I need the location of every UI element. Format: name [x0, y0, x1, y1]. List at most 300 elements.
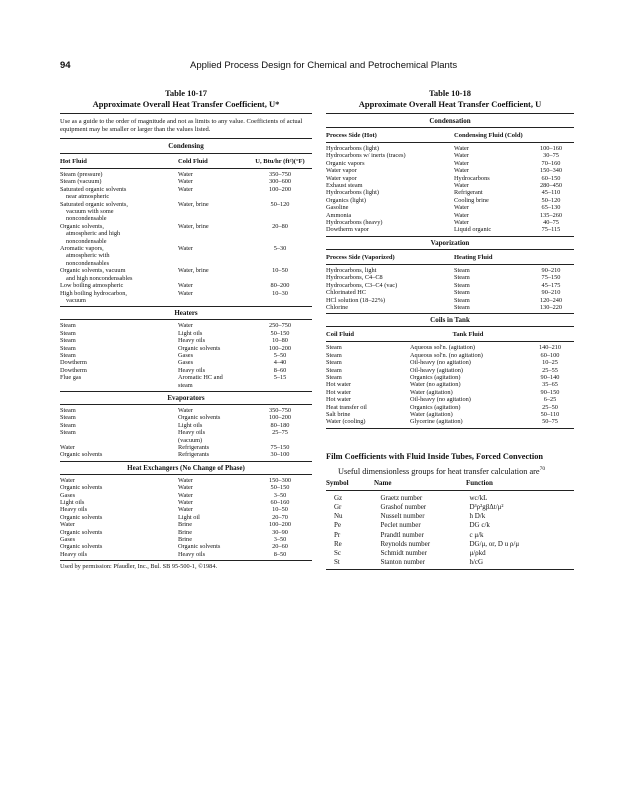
table-cell: 10–30	[272, 289, 288, 297]
table-cell: Liquid organic	[454, 226, 492, 234]
table-cell: Steam (vacuum)	[60, 178, 102, 186]
table-cell: 250–750	[268, 322, 292, 330]
table-row	[60, 382, 312, 389]
table-cell: Exhaust steam	[326, 182, 363, 190]
table-cell: Steam	[454, 303, 470, 311]
table-cell: 5–30	[273, 245, 287, 253]
section-heading: Vaporization	[430, 238, 470, 247]
vaporization-rows	[326, 267, 574, 311]
table-cell: Steam	[60, 429, 76, 437]
table-cell: Hydrocarbons (light)	[326, 145, 379, 152]
table-cell: 30–75	[543, 152, 559, 160]
table-cell: Water	[454, 152, 469, 160]
table-cell: Aqueous sol'n. (no agitation)	[410, 351, 483, 359]
condensing-rows	[60, 171, 312, 304]
table-cell: Hot water	[326, 381, 352, 389]
table-cell	[250, 208, 312, 215]
table-cell	[181, 260, 249, 267]
table-cell: 8–60	[273, 366, 287, 374]
table-row	[60, 223, 312, 230]
table-row	[326, 411, 574, 418]
table-cell: 80–180	[270, 421, 290, 429]
table-cell: Light oils	[178, 329, 203, 337]
table-row	[60, 290, 312, 297]
table-cell: 350–750	[268, 171, 292, 178]
symbol-row	[326, 531, 574, 540]
table-cell: Gases	[178, 359, 194, 367]
table-row	[60, 330, 312, 337]
condensation-rows	[326, 145, 574, 234]
table-cell: 8–50	[273, 550, 287, 558]
table-cell: 30–90	[272, 528, 288, 536]
table-cell: Flue gas	[60, 374, 82, 382]
section-heading: Heaters	[174, 309, 198, 318]
table-row	[60, 506, 312, 513]
coils-rows	[326, 344, 574, 425]
column-header: Cold Fluid	[178, 158, 208, 165]
table-cell: 40–75	[543, 219, 559, 227]
table-cell: Light oil	[178, 513, 200, 521]
table-row	[326, 344, 574, 351]
table-cell: 10–25	[542, 359, 558, 367]
table-cell: Steam	[326, 373, 342, 381]
table-row	[60, 484, 312, 491]
table-cell: 90–140	[540, 373, 560, 381]
table-row	[60, 230, 312, 237]
table-cell: Heavy oils	[178, 366, 206, 374]
table-cell: Steam	[454, 289, 470, 297]
paragraph: Useful dimensionless groups for heat transfer calculation are$^{70}$	[338, 465, 546, 476]
table-row	[60, 429, 312, 436]
table-row	[326, 289, 574, 296]
table-cell: 90–210	[541, 266, 561, 274]
table-cell: Hot water	[326, 396, 352, 404]
table-row	[60, 282, 312, 289]
table-cell: Hydrocarbons, light	[326, 266, 377, 274]
table-row	[60, 267, 312, 274]
table-note: Use as a guide to the order of magnitude and not as limits to any value. Coefficients of actual equipment may be smaller or larger than the values listed.	[60, 118, 303, 133]
table-cell: 70–160	[541, 159, 561, 167]
table-cell: Steam	[60, 322, 76, 330]
section-heading: Condensation	[429, 117, 471, 125]
table-row	[60, 437, 312, 444]
table-cell: Aromatic vapors,	[60, 245, 104, 253]
table-cell: Steam	[60, 406, 76, 414]
table-cell: Hydrocarbons (light)	[326, 189, 379, 197]
table-cell: 65–130	[541, 204, 561, 212]
table-cell: atmospheric and high	[66, 230, 121, 238]
table-cell: Water	[178, 282, 193, 290]
table-cell: Heavy oils	[60, 550, 88, 558]
table-cell: Saturated organic solvents	[60, 185, 127, 193]
table-cell: Water (agitation)	[410, 410, 453, 418]
table-cell: 100–160	[539, 145, 563, 152]
table-cell: Nu	[334, 512, 343, 521]
table-cell: Organic solvents, vacuum	[60, 267, 126, 275]
table-cell: Cooling brine	[454, 196, 489, 204]
table-cell: c μ/k	[469, 530, 484, 539]
table-row	[326, 219, 574, 226]
table-cell: Grashof number	[380, 502, 427, 511]
table-row	[326, 274, 574, 281]
table-cell: 50–110	[540, 410, 560, 418]
evaporators-rows	[60, 407, 312, 459]
table-cell: 130–220	[539, 303, 563, 311]
table-cell: vacuum	[66, 296, 86, 304]
table-cell: Gr	[334, 502, 342, 511]
table-cell: Organic solvents	[178, 414, 221, 422]
table-cell: Water	[60, 521, 75, 529]
table-cell	[60, 382, 178, 389]
table-row	[326, 152, 574, 159]
table-cell: Refrigerants	[178, 444, 210, 451]
table-row	[326, 204, 574, 211]
column-header: U, Btu/hr (ft²)(°F)	[255, 158, 305, 165]
table-cell: Water	[178, 178, 193, 186]
table-cell: 50–120	[270, 200, 290, 208]
table-row	[60, 337, 312, 344]
table-row	[60, 451, 312, 458]
table-cell: 20–70	[272, 513, 288, 521]
table-cell: Gases	[178, 351, 194, 359]
symbol-row	[326, 540, 574, 549]
table-cell: Water (cooling)	[326, 418, 366, 426]
table-caption: Table 10-17	[165, 88, 207, 98]
table-cell: 350–750	[268, 406, 292, 414]
table-cell: 5–15	[273, 374, 287, 382]
table-cell: Brine	[178, 521, 192, 529]
table-cell: Hydrocarbons, C3–C4 (vac)	[326, 281, 398, 289]
column-header: Hot Fluid	[60, 158, 87, 165]
table-cell: Brine	[178, 528, 192, 536]
table-cell: Gases	[60, 536, 76, 544]
table-caption: Table 10-18	[429, 88, 471, 98]
table-cell: Water	[178, 476, 193, 484]
column-header: Condensing Fluid (Cold)	[454, 132, 523, 139]
column-headers	[326, 253, 574, 262]
table-cell: 150–340	[539, 167, 563, 175]
column-header: Heating Fluid	[454, 253, 493, 261]
table-cell	[250, 275, 312, 282]
table-cell: Heavy oils	[178, 550, 206, 558]
table-cell: Water	[454, 211, 469, 219]
table-cell: and high noncondensables	[66, 274, 133, 282]
table-cell: Organic solvents	[178, 344, 221, 352]
table-cell	[250, 230, 312, 237]
table-row	[326, 404, 574, 411]
table-cell: Chlorine	[326, 303, 349, 311]
table-cell: D³ρ²gβΔt/μ²	[469, 502, 504, 511]
table-row	[326, 359, 574, 366]
table-cell: 10–50	[272, 267, 288, 275]
table-cell: 4–40	[273, 359, 287, 367]
table-row	[60, 193, 312, 200]
column-headers	[60, 157, 312, 166]
section-heading: Evaporators	[167, 393, 205, 402]
table-row	[60, 521, 312, 528]
table-cell: Aqueous sol'n. (agitation)	[410, 344, 475, 352]
table-cell: Water	[454, 159, 469, 167]
table-cell: Water	[454, 204, 469, 212]
table-cell: wc/kL	[469, 493, 488, 502]
table-row	[60, 407, 312, 414]
symbol-row	[326, 521, 574, 530]
column-header: Process Side (Vaporized)	[326, 253, 395, 261]
table-cell: Graetz number	[380, 493, 423, 502]
table-cell: 20–60	[272, 543, 288, 551]
table-cell: Steam	[60, 344, 76, 352]
table-row	[60, 201, 312, 208]
table-cell: Water	[454, 145, 469, 152]
table-10-18	[326, 88, 574, 570]
table-cell: Hydrocarbons	[454, 174, 490, 182]
table-row	[326, 374, 574, 381]
table-row	[326, 189, 574, 196]
table-cell: Hot water	[326, 388, 352, 396]
table-row	[60, 171, 312, 178]
table-cell: Steam	[454, 281, 470, 289]
table-cell: Saturated organic solvents,	[60, 200, 128, 208]
table-cell: Steam (pressure)	[60, 171, 103, 178]
table-cell: 50–150	[270, 329, 290, 337]
table-row	[326, 367, 574, 374]
table-row	[60, 322, 312, 329]
table-cell: h D/k	[469, 512, 486, 521]
table-row	[60, 359, 312, 366]
table-cell	[250, 193, 312, 200]
table-cell: Organic solvents	[60, 528, 103, 536]
table-cell: Organic solvents	[60, 484, 103, 492]
table-cell: Water	[178, 322, 193, 330]
table-row	[326, 381, 574, 388]
table-cell: 100–200	[268, 521, 292, 529]
table-row	[60, 514, 312, 521]
table-cell: Aromatic HC and	[178, 374, 223, 382]
table-cell: Organic vapors	[326, 159, 365, 167]
table-cell: Sc	[334, 548, 341, 557]
table-cell: Gz	[334, 493, 343, 502]
table-cell: noncondensables	[66, 259, 110, 267]
table-cell: Pe	[334, 521, 341, 530]
column-header: Name	[374, 478, 392, 487]
running-title: Applied Process Design for Chemical and Petrochemical Plants	[190, 60, 458, 71]
running-header	[60, 60, 570, 74]
table-cell: DG/μ, or, D u ρ/μ	[469, 539, 520, 548]
table-cell: 140–210	[538, 344, 562, 352]
table-row	[326, 197, 574, 204]
table-row	[326, 167, 574, 174]
table-cell: Water (agitation)	[410, 388, 453, 396]
table-row	[60, 499, 312, 506]
table-cell: 6–25	[543, 396, 557, 404]
table-cell: Refrigerant	[454, 189, 483, 197]
table-row	[60, 477, 312, 484]
table-row	[326, 418, 574, 425]
table-row	[326, 297, 574, 304]
table-cell	[181, 230, 249, 237]
table-cell: Water	[178, 171, 193, 178]
table-cell: 50–150	[270, 484, 290, 492]
table-title: Approximate Overall Heat Transfer Coefficient, U	[358, 99, 542, 109]
table-cell: Organic solvents	[178, 543, 221, 551]
table-cell: steam	[178, 381, 193, 389]
table-cell	[60, 437, 178, 444]
table-cell: Steam	[454, 274, 470, 282]
table-cell: Oil-heavy (no agitation)	[410, 359, 471, 367]
table-cell: 150–300	[268, 476, 292, 484]
table-cell: Water vapor	[326, 167, 357, 175]
table-cell: Dowtherm	[60, 359, 87, 367]
table-cell: 3–50	[273, 536, 287, 544]
table-cell: Salt brine	[326, 410, 351, 418]
table-cell: Stanton number	[380, 558, 425, 567]
table-cell: Reynolds number	[380, 539, 431, 548]
table-title: Approximate Overall Heat Transfer Coefficient, U*	[92, 99, 280, 109]
table-cell	[248, 382, 312, 389]
symbol-row	[326, 558, 574, 567]
table-cell	[248, 437, 312, 444]
table-row	[60, 536, 312, 543]
table-cell	[181, 297, 249, 304]
table-row	[326, 175, 574, 182]
table-cell: Peclet number	[380, 521, 421, 530]
table-row	[60, 352, 312, 359]
table-cell: noncondensable	[66, 237, 107, 245]
table-cell: 75–150	[270, 444, 290, 451]
table-cell: Steam	[60, 414, 76, 422]
table-row	[60, 367, 312, 374]
table-cell: Nusselt number	[380, 512, 425, 521]
table-row	[326, 304, 574, 311]
table-row	[60, 260, 312, 267]
table-cell: 3–50	[273, 491, 287, 499]
table-cell	[250, 215, 312, 222]
footnote: Used by permission: Pfaudler, Inc., Bul. SB 95-500-1, ©1984.	[60, 563, 218, 571]
table-cell: Steam	[454, 266, 470, 274]
table-cell: Organics (agitation)	[410, 403, 461, 411]
table-cell: 100–200	[268, 185, 292, 193]
table-cell: Organic solvents,	[60, 222, 104, 230]
table-row	[326, 396, 574, 403]
table-cell: Heavy oils	[60, 506, 88, 514]
symbol-row	[326, 494, 574, 503]
table-cell: Prandtl number	[380, 530, 424, 539]
table-cell: Hydrocarbons w/ inerts (traces)	[326, 152, 406, 160]
symbol-rows	[326, 494, 574, 568]
table-row	[60, 529, 312, 536]
table-cell: Oil-heavy (agitation)	[410, 366, 463, 374]
table-cell: near atmospheric	[66, 193, 110, 201]
table-row	[60, 215, 312, 222]
symbol-table-header	[326, 479, 574, 488]
table-row	[60, 178, 312, 185]
table-cell: Steam	[326, 351, 342, 359]
column-header: Symbol	[326, 478, 349, 487]
table-row	[326, 182, 574, 189]
table-cell: Water	[178, 491, 193, 499]
table-cell: Water	[60, 444, 75, 451]
table-cell: Ammonia	[326, 211, 352, 219]
table-row	[326, 282, 574, 289]
table-cell: 50–75	[542, 418, 558, 426]
table-cell	[181, 252, 249, 259]
table-cell: 90–210	[541, 289, 561, 297]
table-row	[326, 145, 574, 152]
column-header: Function	[466, 478, 493, 487]
table-row	[60, 245, 312, 252]
table-cell: Water, brine	[178, 267, 209, 275]
table-row	[60, 275, 312, 282]
table-row	[60, 414, 312, 421]
table-cell: Water	[60, 476, 75, 484]
table-row	[60, 297, 312, 304]
table-cell	[181, 193, 249, 200]
table-cell: Brine	[178, 536, 192, 544]
table-cell: Hydrocarbons, C4–C8	[326, 274, 383, 282]
table-cell: Refrigerants	[178, 451, 210, 459]
table-cell: vacuum with some	[66, 208, 114, 216]
table-cell: Water (no agitation)	[410, 381, 461, 389]
film-section	[326, 451, 574, 571]
table-cell: μ/ρkd	[469, 548, 486, 557]
table-cell: 100–200	[268, 344, 292, 352]
table-cell: 45–110	[541, 189, 561, 197]
section-title: Film Coefficients with Fluid Inside Tubes, Forced Convection	[326, 451, 543, 461]
table-10-17	[60, 88, 312, 571]
table-cell: Organics (agitation)	[410, 373, 461, 381]
table-cell: Oil-heavy (no agitation)	[410, 396, 471, 404]
table-row	[326, 226, 574, 233]
section-heading: Heat Exchangers (No Change of Phase)	[127, 463, 245, 472]
table-row	[60, 374, 312, 381]
table-cell: Steam	[326, 366, 342, 374]
table-cell: Water vapor	[326, 174, 357, 182]
table-cell	[250, 297, 312, 304]
table-cell: 300–600	[268, 178, 292, 186]
table-cell: Organic solvents	[60, 513, 103, 521]
table-cell: Light oils	[178, 421, 203, 429]
table-cell	[250, 238, 312, 245]
table-cell: High boiling hydrocarbon,	[60, 289, 127, 297]
heaters-rows	[60, 322, 312, 389]
table-cell: noncondensable	[66, 215, 107, 223]
table-cell: atmospheric with	[66, 252, 110, 260]
table-row	[60, 252, 312, 259]
table-cell: Pr	[334, 530, 341, 539]
table-cell: 25–75	[272, 429, 288, 437]
table-cell: HCl solution (18–22%)	[326, 296, 386, 304]
table-cell: 120–240	[539, 296, 563, 304]
table-cell: 10–50	[272, 506, 288, 514]
table-cell: (vacuum)	[178, 436, 203, 444]
table-cell: Steam	[60, 329, 76, 337]
table-cell	[181, 208, 249, 215]
table-row	[60, 444, 312, 451]
table-cell: h/cG	[469, 558, 484, 567]
table-row	[60, 422, 312, 429]
table-cell: Heat transfer oil	[326, 403, 367, 411]
table-cell: Organic solvents	[60, 451, 103, 459]
exchangers-rows	[60, 477, 312, 558]
section-heading: Condensing	[168, 142, 204, 150]
table-cell: Water, brine	[178, 222, 209, 230]
section-heading: Coils in Tank	[430, 316, 470, 325]
table-cell: Re	[334, 539, 342, 548]
table-cell: Water, brine	[178, 200, 209, 208]
table-cell: 20–80	[272, 222, 288, 230]
table-cell: Steam	[326, 344, 342, 352]
table-cell: 135–260	[539, 211, 563, 219]
